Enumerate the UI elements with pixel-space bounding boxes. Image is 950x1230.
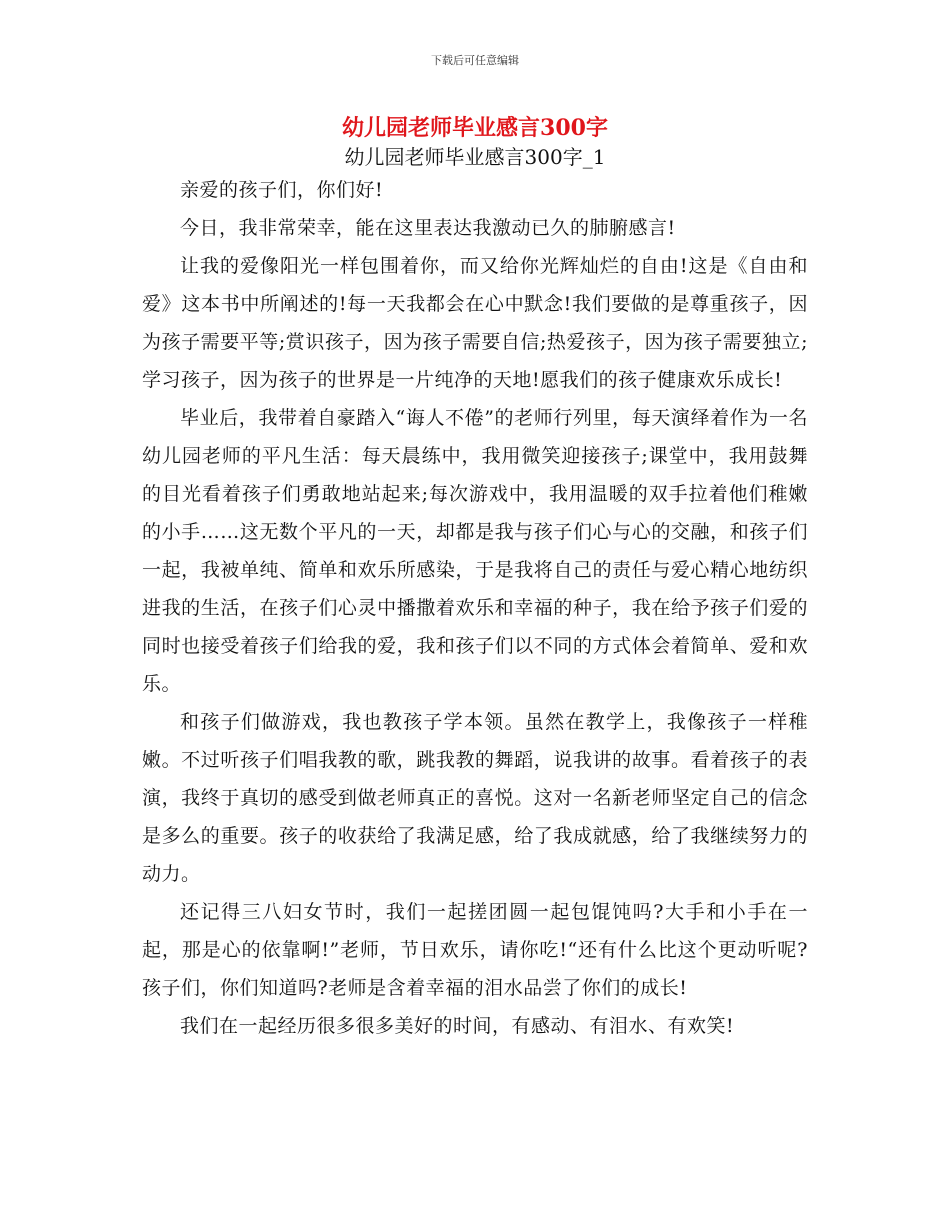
paragraph-love-freedom: 让我的爱像阳光一样包围着你，而又给你光辉灿烂的自由!这是《自由和爱》这本书中所阐述的!每一天我都会在心中默念!我们要做的是尊重孩子，因为孩子需要平等;赏识孩子，因为孩子需要自信;热爱孩子，因为孩子需要独立;学习孩子，因为孩子的世界是一片纯净的天地!愿我们的孩子健康欢乐成长! <box>142 255 808 391</box>
paragraph-memories: 我们在一起经历很多很多美好的时间，有感动、有泪水、有欢笑! <box>180 1015 735 1037</box>
paragraph-intro: 今日，我非常荣幸，能在这里表达我激动已久的肺腑感言! <box>180 217 676 239</box>
paragraph-games-teaching: 和孩子们做游戏，我也教孩子学本领。虽然在教学上，我像孩子一样稚嫩。不过听孩子们唱我教的歌，跳我教的舞蹈，说我讲的故事。看着孩子的表演，我终于真切的感受到做老师真正的喜悦。这对一名新老师坚定自己的信念是多么的重要。孩子的收获给了我满足感，给了我成就感，给了我继续努力的动力。 <box>142 711 808 885</box>
paragraph-greeting: 亲爱的孩子们，你们好! <box>180 179 384 201</box>
paragraph-womens-day: 还记得三八妇女节时，我们一起搓团圆一起包馄饨吗?大手和小手在一起，那是心的依靠啊!”老师，节日欢乐，请你吃!“还有什么比这个更动听呢?孩子们，你们知道吗?老师是含着幸福的泪水品尝了你们的成长! <box>142 901 808 999</box>
paragraph-teacher-life: 毕业后，我带着自豪踏入“诲人不倦”的老师行列里，每天演绎着作为一名幼儿园老师的平凡生活：每天晨练中，我用微笑迎接孩子;课堂中，我用鼓舞的目光看着孩子们勇敢地站起来;每次游戏中，我用温暖的双手拉着他们稚嫩的小手……这无数个平凡的一天，却都是我与孩子们心与心的交融，和孩子们一起，我被单纯、简单和欢乐所感染，于是我将自己的责任与爱心精心地纺织进我的生活，在孩子们心灵中播撒着欢乐和幸福的种子，我在给予孩子们爱的同时也接受着孩子们给我的爱，我和孩子们以不同的方式体会着简单、爱和欢乐。 <box>142 407 808 695</box>
document-title: 幼儿园老师毕业感言300字 <box>342 115 608 141</box>
page-header-note: 下载后可任意编辑 <box>431 54 519 67</box>
document-body <box>142 171 808 1045</box>
document-subtitle: 幼儿园老师毕业感言300字_1 <box>344 145 606 169</box>
